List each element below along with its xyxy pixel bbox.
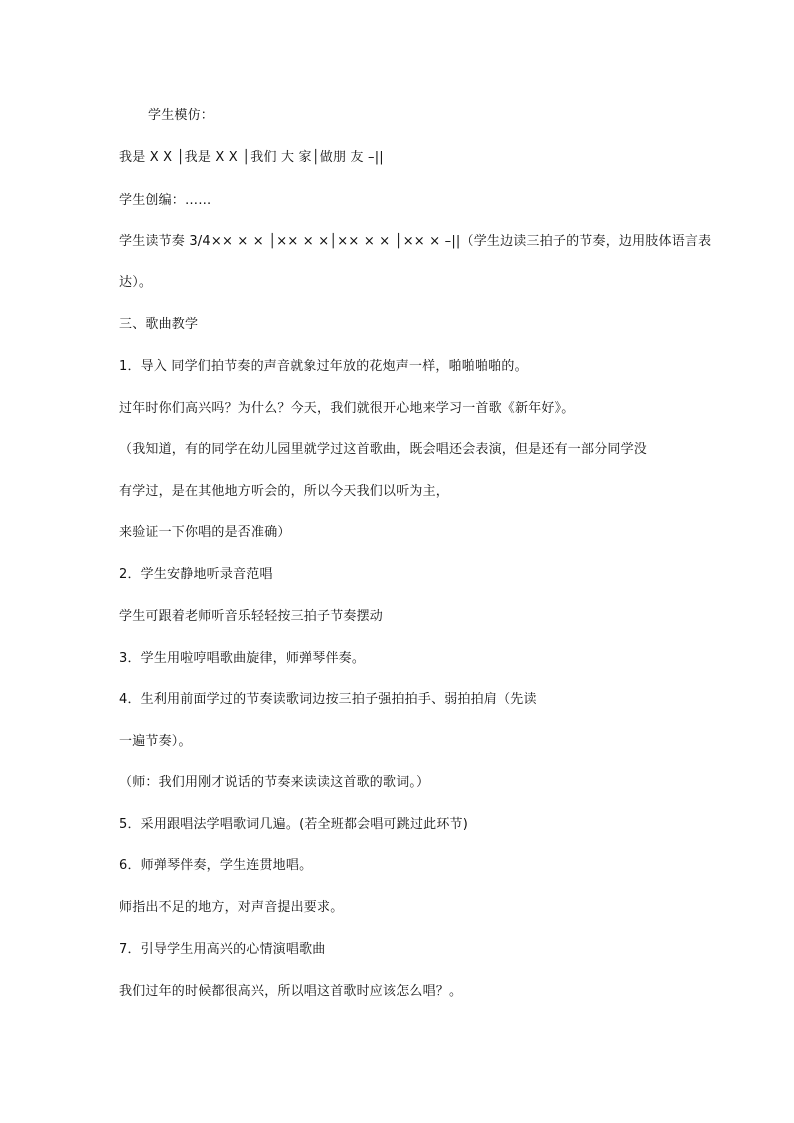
text-line: 师指出不足的地方，对声音提出要求。 <box>119 900 344 915</box>
text-line: 5．采用跟唱法学唱歌词几遍。(若全班都会唱可跳过此环节) <box>119 817 469 832</box>
text-line: 4．生利用前面学过的节奏读歌词边按三拍子强拍拍手、弱拍拍肩（先读 <box>119 692 537 707</box>
text-line: 2．学生安静地听录音范唱 <box>119 567 273 582</box>
text-line: 学生创编：…… <box>119 193 212 208</box>
text-line: 3．学生用啦哼唱歌曲旋律，师弹琴伴奏。 <box>119 651 366 666</box>
text-line: 有学过，是在其他地方听会的，所以今天我们以听为主， <box>119 484 450 499</box>
text-line: 学生可跟着老师听音乐轻轻按三拍子节奏摆动 <box>119 609 384 624</box>
section-heading: 三、歌曲教学 <box>119 317 199 332</box>
text-line: 过年时你们高兴吗？为什么？今天，我们就很开心地来学习一首歌《新年好》。 <box>119 401 575 416</box>
text-line: 我们过年的时候都很高兴，所以唱这首歌时应该怎么唱？。 <box>119 984 463 999</box>
text-line: 学生模仿： <box>148 108 215 123</box>
text-line: （师：我们用刚才说话的节奏来读读这首歌的歌词。） <box>119 775 430 790</box>
text-line: （我知道，有的同学在幼儿园里就学过这首歌曲，既会唱还会表演，但是还有一部分同学没 <box>119 442 648 457</box>
text-line: 达）。 <box>119 275 153 290</box>
text-line: 7．引导学生用高兴的心情演唱歌曲 <box>119 942 326 957</box>
text-line: 1．导入 同学们拍节奏的声音就象过年放的花炮声一样，啪啪啪啪的。 <box>119 359 528 374</box>
text-line: 6．师弹琴伴奏，学生连贯地唱。 <box>119 858 313 873</box>
text-line: 学生读节奏 3/4×× × × │×× × ×│×× × × │×× × –||（学生边读三拍子的节奏，边用肢体语言表 <box>119 234 712 249</box>
text-line: 一遍节奏）。 <box>119 734 192 749</box>
text-line: 我是 X X │我是 X X │我们 大 家│做朋 友 –|| <box>119 150 384 165</box>
text-line: 来验证一下你唱的是否准确） <box>119 525 291 540</box>
